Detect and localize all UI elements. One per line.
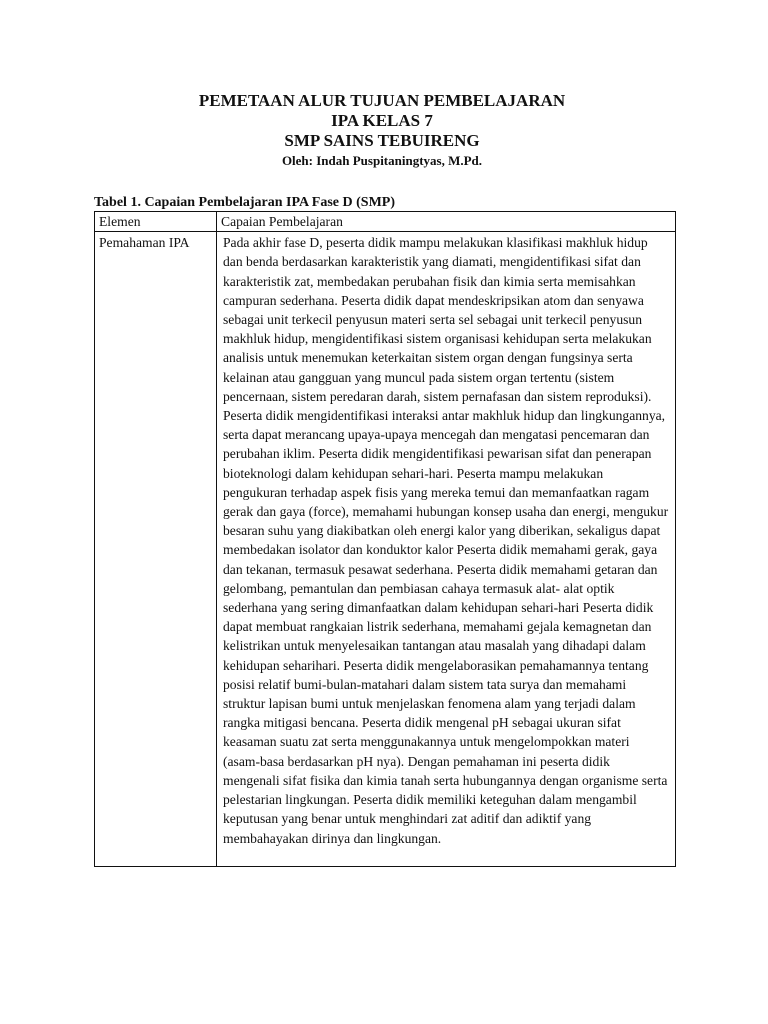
elemen-cell: Pemahaman IPA: [95, 232, 217, 867]
table-caption: Tabel 1. Capaian Pembelajaran IPA Fase D (SMP): [94, 195, 395, 210]
column-header-capaian: Capaian Pembelajaran: [217, 212, 676, 232]
document-title-line-2: IPA KELAS 7: [331, 111, 433, 130]
table-row: [95, 232, 676, 867]
table-header-row: [95, 212, 676, 232]
capaian-pembelajaran-table: [94, 211, 676, 867]
document-title-line-3: SMP SAINS TEBUIRENG: [284, 131, 480, 150]
document-header: [0, 91, 768, 170]
capaian-cell: Pada akhir fase D, peserta didik mampu melakukan klasifikasi makhluk hidup dan benda berdasarkan karakteristik yang diamati, mengidentifikasi sifat dan karakteristik zat, membedakan perubahan fisik dan kimia serta memisahkan campuran sederhana. Peserta didik dapat mendeskripsikan atom dan senyawa sebagai unit terkecil penyusun materi serta sel sebagai unit terkecil penyusun makhluk hidup, mengidentifikasi sistem organisasi kehidupan serta melakukan analisis untuk menemukan keterkaitan sistem organ dengan fungsinya serta kelainan atau gangguan yang muncul pada sistem organ tertentu (sistem pencernaan, sistem peredaran darah, sistem pernafasan dan sistem reproduksi). Peserta didik mengidentifikasi interaksi antar makhluk hidup dan lingkungannya, serta dapat merancang upaya-upaya mencegah dan mengatasi pencemaran dan perubahan iklim. Peserta didik mengidentifikasi pewarisan sifat dan penerapan bioteknologi dalam kehidupan sehari-hari. Peserta mampu melakukan pengukuran terhadap aspek fisis yang mereka temui dan memanfaatkan ragam gerak dan gaya (force), memahami hubungan konsep usaha dan energi, mengukur besaran suhu yang diakibatkan oleh energi kalor yang diberikan, sekaligus dapat membedakan isolator dan konduktor kalor Peserta didik memahami gerak, gaya dan tekanan, termasuk pesawat sederhana. Peserta didik memahami getaran dan gelombang, pemantulan dan pembiasan cahaya termasuk alat- alat optik sederhana yang sering dimanfaatkan dalam kehidupan sehari-hari Peserta didik dapat membuat rangkaian listrik sederhana, memahami gejala kemagnetan dan kelistrikan untuk menyelesaikan tantangan atau masalah yang dihadapi dalam kehidupan seharihari. Peserta didik mengelaborasikan pemahamannya tentang posisi relatif bumi-bulan-matahari dalam sistem tata surya dan memahami struktur lapisan bumi untuk menjelaskan fenomena alam yang terjadi dalam rangka mitigasi bencana. Peserta didik mengenal pH sebagai ukuran sifat keasaman suatu zat serta menggunakannya untuk mengelompokkan materi (asam-basa berdasarkan pH nya). Dengan pemahaman ini peserta didik mengenali sifat fisika dan kimia tanah serta hubungannya dengan organisme serta pelestarian lingkungan. Peserta didik memiliki keteguhan dalam mengambil keputusan yang benar untuk menghindari zat aditif dan adiktif yang membahayakan dirinya dan lingkungan.: [217, 232, 676, 867]
document-author: Oleh: Indah Puspitaningtyas, M.Pd.: [281, 153, 483, 168]
column-header-elemen: Elemen: [95, 212, 217, 232]
document-title-line-1: PEMETAAN ALUR TUJUAN PEMBELAJARAN: [198, 91, 566, 110]
